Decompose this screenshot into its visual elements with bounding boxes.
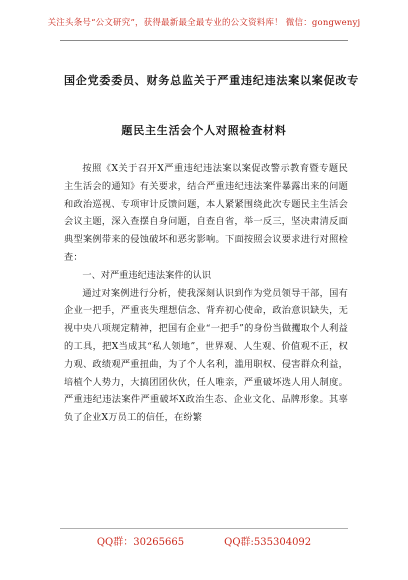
section-paragraph: 通过对案例进行分析，使我深刻认识到作为党员领导干部，国有企业一把手，严重丧失理想信念、背弃初心使命，政治意识缺失，无视中央八项规定精神，把国有企业“一把手”的身份当做攫取个人利益的工具，把X当成其“私人领地”，世界观、人生观、价值观不正，权力观、政绩观严重扭曲，为了个人名利，滥用职权、侵害群众利益，培植个人势力，大搞团团伙伙，任人唯亲，严重破坏选人用人制度。严重违纪违法案件严重破坏X政治生态、企业文化、品牌形象。其辜负了企业X万员工的信任，在纷繁 xyxy=(64,287,348,424)
intro-paragraph: 按照《X关于召开X严重违纪违法案以案促改警示教育暨专题民主生活会的通知》有关要求，结合严重违纪违法案件暴露出来的问题和政治巡视、专项审计反馈问题，本人紧紧围绕此次专题民主生活会会议主题，深入查摆自身问题，自查自省，举一反三，坚决肃清反面典型案例带来的侵蚀破坏和恶劣影响。下面按照会议要求进行对照检查： xyxy=(64,163,348,263)
footer-divider xyxy=(60,528,348,529)
footer-qq-group-2: QQ群:535304092 xyxy=(224,537,312,548)
footer-qq-group-1: QQ群：30265665 xyxy=(96,537,185,548)
footer xyxy=(0,533,408,548)
promo-banner: 关注头条号“公文研究”，获得最新最全最专业的公文资料库！ 微信：gongwenyj xyxy=(47,18,361,28)
document-title-line-2: 题民主生活会个人对照检查材料 xyxy=(121,124,287,137)
document-title-line-1: 国企党委委员、财务总监关于严重违纪违法案以案促改专 xyxy=(64,74,359,87)
section-heading: 一、对严重违纪违法案件的认识 xyxy=(82,269,212,281)
document-body xyxy=(64,160,348,427)
header-divider xyxy=(60,40,348,41)
